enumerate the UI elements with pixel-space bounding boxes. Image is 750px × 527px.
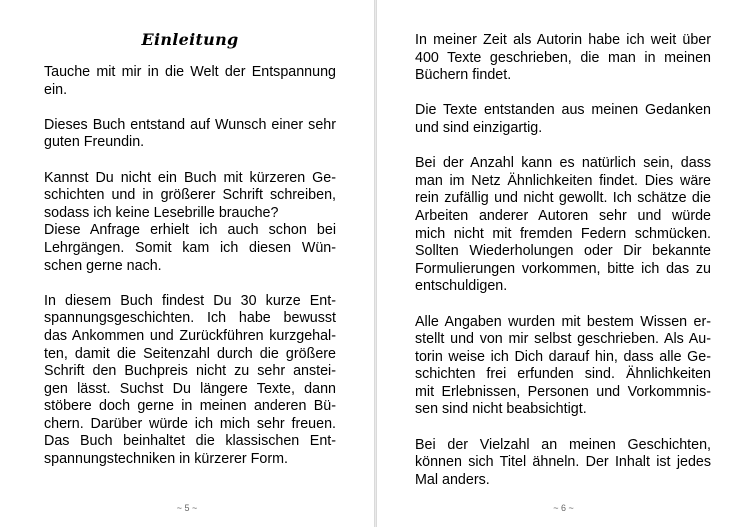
text-line: schichten und in größerer Schrift schreiben, xyxy=(44,187,336,204)
page-number-right: ~ 6 ~ xyxy=(553,503,574,513)
text-line: ten, damit die Seitenzahl durch die größere xyxy=(44,345,336,362)
text-line: Diese Anfrage erhielt ich auch schon bei xyxy=(44,222,336,239)
text-line: sen sind nicht beabsichtigt. xyxy=(415,401,587,418)
paragraph xyxy=(44,222,336,275)
paragraph xyxy=(44,117,336,152)
paragraph xyxy=(44,170,336,223)
text-line: guten Freundin. xyxy=(44,134,145,151)
text-line: ein. xyxy=(44,81,68,98)
page-number-left: ~ 5 ~ xyxy=(176,503,198,513)
paragraph xyxy=(44,293,336,469)
text-line: Das Buch beinhaltet die klassischen Ent- xyxy=(44,433,336,450)
paragraph xyxy=(415,314,711,420)
text-line: Alle Angaben wurden mit bestem Wissen er- xyxy=(415,313,711,330)
text-line: können sich Titel ähneln. Der Inhalt ist jedes xyxy=(415,454,711,471)
text-line: Bei der Vielzahl an meinen Geschichten, xyxy=(415,436,711,453)
text-line: Arbeiten anderer Autoren sehr und würde xyxy=(415,207,711,224)
text-line: Die Texte entstanden aus meinen Gedanken xyxy=(415,102,711,119)
paragraph xyxy=(415,32,711,85)
left-page xyxy=(0,0,374,527)
text-line: sodass ich keine Lesebrille brauche? xyxy=(44,204,279,221)
text-line: Büchern findet. xyxy=(415,67,512,84)
text-line: mich nicht mit fremden Federn schmücken. xyxy=(415,225,711,242)
text-line: Sollten Wiederholungen oder Dir bekannte xyxy=(415,243,711,260)
text-line: Lehrgängen. Somit kam ich diesen Wün- xyxy=(44,239,336,256)
text-line: entschuldigen. xyxy=(415,278,508,295)
paragraph xyxy=(415,437,711,490)
text-line: rein zufällig und nicht gewollt. Ich schätze die xyxy=(415,190,711,207)
text-line: das Ankommen und Zurückführen kurzgehal- xyxy=(44,327,336,344)
text-line: man im Netz Ähnlichkeiten findet. Dies wäre xyxy=(415,172,711,189)
text-line: Dieses Buch entstand auf Wunsch einer sehr xyxy=(44,116,336,133)
text-line: mit Erlebnissen, Personen und Vorkommnis- xyxy=(415,383,711,400)
paragraph xyxy=(44,64,336,99)
text-line: stellt und von mir selbst geschrieben. Als Au- xyxy=(415,331,711,348)
left-page-body xyxy=(44,64,336,486)
text-line: Mal anders. xyxy=(415,471,490,488)
paragraph xyxy=(415,155,711,296)
text-line: spannungsgeschichten. Ich habe bewusst xyxy=(44,310,336,327)
text-line: und sind einzigartig. xyxy=(415,119,543,136)
text-line: torin weise ich Dich darauf hin, dass alle Ge- xyxy=(415,348,711,365)
text-line: chern. Darüber würde ich mich sehr freuen. xyxy=(44,415,336,432)
text-line: gen lässt. Suchst Du längere Texte, dann xyxy=(44,380,336,397)
text-line: 400 Texte geschrieben, die man in meinen xyxy=(415,49,711,66)
text-line: Formulierungen vorkommen, bitte ich das zu xyxy=(415,260,711,277)
text-line: Bei der Anzahl kann es natürlich sein, dass xyxy=(415,155,711,172)
text-line: stöbere doch gerne in meinen anderen Bü- xyxy=(44,398,336,415)
text-line: Tauche mit mir in die Welt der Entspannung xyxy=(44,64,336,80)
text-line: Schrift den Buchpreis nicht zu sehr anstei- xyxy=(44,363,336,380)
text-line: schichten frei erfunden sind. Ähnlichkeiten xyxy=(415,366,711,383)
right-page-body xyxy=(415,32,711,507)
chapter-title: Einleitung xyxy=(141,30,239,49)
text-line: In diesem Buch findest Du 30 kurze Ent- xyxy=(44,292,336,309)
text-line: In meiner Zeit als Autorin habe ich weit über xyxy=(415,32,711,48)
right-page xyxy=(377,0,750,527)
paragraph xyxy=(415,102,711,137)
text-line: Kannst Du nicht ein Buch mit kürzeren Ge- xyxy=(44,169,336,186)
text-line: schen gerne nach. xyxy=(44,257,162,274)
text-line: spannungstechniken in kürzerer Form. xyxy=(44,451,288,468)
